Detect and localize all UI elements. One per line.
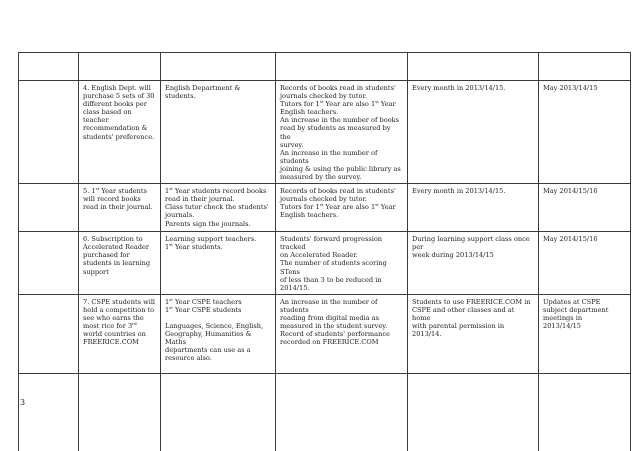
cell-text-line: Tutors for 1st Year are also 1st Year	[280, 99, 396, 109]
cell-text-line: Record of students' performance	[280, 330, 390, 339]
table-cell-timeframe	[408, 184, 539, 232]
table-cell	[408, 53, 539, 81]
cell-text-line: will record books	[83, 195, 141, 204]
table-cell-action	[79, 81, 161, 184]
cell-text-line: support	[83, 267, 109, 276]
cell-text-line: on Accelerated Reader.	[280, 251, 358, 260]
cell-text-line: 4. English Dept. will	[83, 84, 151, 92]
table-cell	[161, 53, 276, 81]
cell-text-line: Records of books read in students'	[280, 84, 396, 92]
table-row	[19, 294, 631, 373]
table-cell	[19, 53, 79, 81]
cell-text-line	[165, 314, 271, 322]
cell-text-line: May 2014/15/16	[543, 235, 598, 244]
cell-text-line: Updates at CSPE	[543, 297, 601, 306]
table-cell-responsible	[161, 232, 276, 295]
cell-text-line: FREERICE.COM	[83, 338, 139, 347]
cell-text-line: English teachers.	[280, 211, 339, 220]
table-cell-review	[539, 294, 631, 373]
cell-text-line: see who earns the	[83, 313, 144, 322]
table-cell	[276, 53, 408, 81]
table-cell-monitoring	[276, 294, 408, 373]
table-cell-timeframe	[408, 81, 539, 184]
cell-text-line: Parents sign the journals.	[165, 219, 251, 228]
table-cell	[19, 81, 79, 184]
cell-text-line: journals.	[165, 211, 195, 220]
cell-text-line: During learning support class once per	[412, 235, 530, 252]
cell-text-line: read in their journal.	[83, 203, 153, 212]
table-cell	[19, 232, 79, 295]
cell-text-line: of less than 3 to be reduced in	[280, 275, 382, 284]
table-cell-timeframe	[408, 232, 539, 295]
table-cell-monitoring	[276, 232, 408, 295]
cell-text-line: 1st Year CSPE students	[165, 304, 242, 314]
cell-text-line: journals checked by tutor.	[280, 92, 368, 101]
cell-text-line: 1st Year students.	[165, 242, 223, 252]
cell-text-line: world countries on	[83, 330, 146, 339]
cell-text-line: hold a competition to	[83, 305, 155, 314]
cell-text-line: with parental permission in 2013/14.	[412, 322, 505, 339]
cell-text-line: most rice for 3rd	[83, 321, 137, 331]
cell-text-line: An increase in the number of books	[280, 116, 400, 125]
cell-text-line: 1st Year CSPE teachers	[165, 296, 242, 306]
cell-text-line: Accelerated Reader	[83, 243, 150, 252]
cell-text-line: read in their journal.	[165, 195, 235, 204]
table-cell-action	[79, 184, 161, 232]
cell-text-line: An increase in the number of students	[280, 148, 378, 165]
cell-text-line: joining & using the public library as	[280, 164, 401, 173]
cell-text-line: 7. CSPE students will	[83, 297, 156, 306]
page-number: 3	[20, 398, 26, 407]
table-cell-action	[79, 294, 161, 373]
cell-text-line: Learning support teachers.	[165, 235, 257, 244]
cell-text-line: survey.	[280, 140, 304, 149]
cell-text-line: Students' forward progression tracked	[280, 235, 383, 252]
table-cell-review	[539, 184, 631, 232]
cell-text-line: Every month in 2013/14/15.	[412, 187, 506, 196]
cell-text-line: 6. Subscription to	[83, 235, 143, 244]
table-cell	[19, 184, 79, 232]
cell-text-line: measured in the student survey.	[280, 322, 388, 331]
action-plan-table	[18, 52, 631, 451]
cell-text-line: An increase in the number of students	[280, 297, 378, 314]
table-cell	[79, 53, 161, 81]
cell-text-line: class based on teacher	[83, 108, 132, 125]
table-cell-responsible	[161, 81, 276, 184]
table-cell-responsible	[161, 294, 276, 373]
table-cell	[19, 294, 79, 373]
table-cell	[539, 373, 631, 451]
cell-text-line: week during 2013/14/15	[412, 251, 494, 260]
cell-text-line: meetings in	[543, 313, 583, 322]
cell-text-line: departments can use as a	[165, 346, 251, 355]
table-cell	[539, 53, 631, 81]
cell-text-line: purchased for	[83, 251, 130, 260]
cell-text-line: students in learning	[83, 259, 151, 268]
cell-text-line: purchase 5 sets of 30	[83, 92, 155, 101]
table-cell	[79, 373, 161, 451]
cell-text-line: read by students as measured by the	[280, 124, 391, 141]
cell-text-line: The number of students scoring STens	[280, 259, 387, 276]
cell-text-line: Tutors for 1st Year are also 1st Year	[280, 202, 396, 212]
table-row-empty	[19, 373, 631, 451]
cell-text-line: recommendation &	[83, 124, 148, 133]
cell-text-line: Languages, Science, English,	[165, 321, 264, 330]
table-row	[19, 184, 631, 232]
cell-text-line: different books per	[83, 100, 147, 109]
cell-text-line: journals checked by tutor.	[280, 195, 368, 204]
table-cell	[408, 373, 539, 451]
table-cell-timeframe	[408, 294, 539, 373]
cell-text-line: English teachers.	[280, 108, 339, 117]
table-cell	[19, 373, 79, 451]
cell-text-line: 2013/14/15	[543, 322, 582, 331]
cell-text-line: measured by the survey.	[280, 173, 362, 182]
table-cell	[276, 373, 408, 451]
cell-text-line: students' preference.	[83, 132, 155, 141]
cell-text-line: May 2013/14/15	[543, 84, 598, 92]
cell-text-line: May 2014/15/16	[543, 187, 598, 196]
cell-text-line: reading from digital media as	[280, 313, 380, 322]
table-cell-responsible	[161, 184, 276, 232]
table-row	[19, 81, 631, 184]
cell-text-line: English Department & students.	[165, 84, 241, 101]
cell-text-line: 1st Year students record books	[165, 186, 267, 196]
cell-text-line: Class tutor check the students'	[165, 203, 269, 212]
table-cell-review	[539, 232, 631, 295]
cell-text-line: CSPE and other classes and at home	[412, 305, 515, 322]
table-cell-review	[539, 81, 631, 184]
table-cell-monitoring	[276, 184, 408, 232]
cell-text-line: 5. 1st Year students	[83, 186, 147, 196]
cell-text-line: Records of books read in students'	[280, 187, 396, 196]
cell-text-line: Students to use FREERICE.COM in	[412, 297, 531, 306]
cell-text-line: 2014/15.	[280, 283, 310, 292]
table-cell-action	[79, 232, 161, 295]
cell-text-line: resource also.	[165, 354, 212, 363]
cell-text-line: Geography, Humanities & Maths	[165, 330, 252, 347]
table-row	[19, 232, 631, 295]
table-cell	[161, 373, 276, 451]
table-cell-monitoring	[276, 81, 408, 184]
table-header-row	[19, 53, 631, 81]
cell-text-line: subject department	[543, 305, 609, 314]
cell-text-line: Every month in 2013/14/15.	[412, 84, 506, 92]
cell-text-line: recorded on FREERICE.COM	[280, 338, 379, 347]
